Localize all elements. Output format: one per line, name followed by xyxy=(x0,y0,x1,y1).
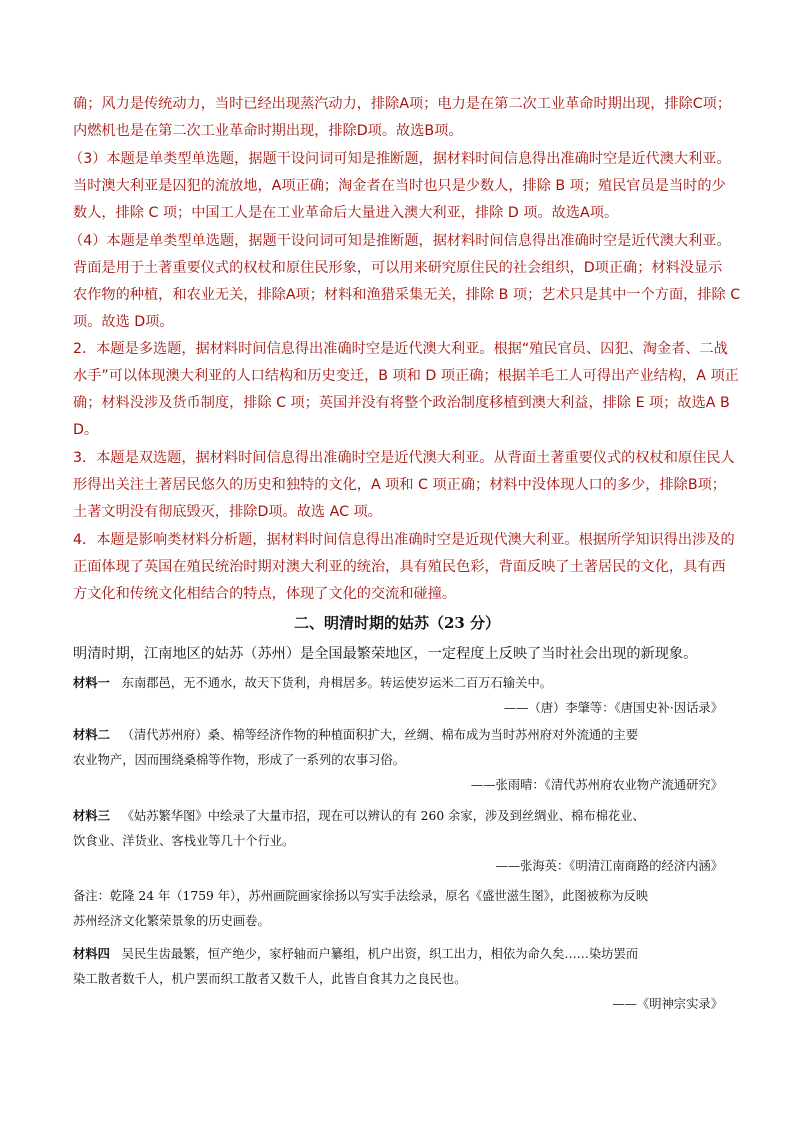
material-text: 吴民生齿最繁，恒产绝少，家杼轴而户纂组，机户出资，织工出力，相依为命久矣……染坊罢而 xyxy=(121,947,639,961)
material-source: ——《明神宗实录》 xyxy=(612,997,723,1011)
text-line: D。 xyxy=(73,422,99,438)
material-label: 材料二 xyxy=(73,727,110,742)
answer-question-4 xyxy=(73,527,735,608)
material-source: ——（唐）李肇等：《唐国史补·因话录》 xyxy=(503,701,723,715)
text-line: （3）本题是单类型单选题，据题干设问词可知是推断题，据材料时间信息得出准确时空是近代澳大利亚。 xyxy=(69,151,731,167)
text-line: 形得出关注土著居民悠久的历史和独特的文化，A 项和 C 项正确；材料中没体现人口的多少，排除B项； xyxy=(73,477,726,493)
material-4 xyxy=(73,941,723,1017)
material-3-note xyxy=(73,884,723,934)
text-line: 2．本题是多选题，据材料时间信息得出准确时空是近代澳大利亚。根据“殖民官员、囚犯、淘金者、二战 xyxy=(73,341,728,357)
text-line: 内燃机也是在第二次工业革命时期出现，排除D项。故选B项。 xyxy=(73,123,463,139)
text-line: 正面体现了英国在殖民统治时期对澳大利亚的统治，具有殖民色彩，背面反映了土著居民的文化，具有西 xyxy=(73,559,726,575)
text-line: 3．本题是双选题，据材料时间信息得出准确时空是近代澳大利亚。从背面土著重要仪式的权杖和原住民人 xyxy=(73,450,735,466)
material-source: ——张海英：《明清江南商路的经济内涵》 xyxy=(495,859,723,873)
text-line: 数人，排除 C 项；中国工人是在工业革命后大量进入澳大利亚，排除 D 项。故选A项。 xyxy=(73,205,619,221)
answer-question-2 xyxy=(73,336,739,444)
material-source: ——张雨晴：《清代苏州府农业物产流通研究》 xyxy=(470,778,723,792)
note-text: 备注：乾隆 24 年（1759 年），苏州画院画家徐扬以写实手法绘录，原名《盛世滋生图》，此图被称为反映 xyxy=(73,889,649,903)
material-label: 材料一 xyxy=(73,675,110,690)
note-text: 苏州经济文化繁荣景象的历史画卷。 xyxy=(73,914,270,928)
material-text: 饮食业、洋货业、客栈业等几十个行业。 xyxy=(73,834,295,848)
text-line: 确；材料没涉及货币制度，排除 C 项；英国并没有将整个政治制度移植到澳大利益，排除 E 项；故选A B xyxy=(73,395,730,411)
material-label: 材料三 xyxy=(73,808,110,823)
material-1 xyxy=(73,670,723,721)
material-3 xyxy=(73,803,723,879)
section-intro: 明清时期，江南地区的姑苏（苏州）是全国最繁荣地区，一定程度上反映了当时社会出现的新现象。 xyxy=(73,646,698,662)
answer-paragraph-1 xyxy=(73,91,732,145)
material-text: （清代苏州府）桑、棉等经济作物的种植面积扩大，丝绸、棉布成为当时苏州府对外流通的主要 xyxy=(121,728,639,742)
text-line: 4．本题是影响类材料分析题，据材料时间信息得出准确时空是近现代澳大利亚。根据所学知识得出涉及的 xyxy=(73,532,735,548)
text-line: 项。故选 D项。 xyxy=(73,314,174,330)
text-line: 方文化和传统文化相结合的特点，体现了文化的交流和碰撞。 xyxy=(73,586,457,602)
text-line: 水手”可以体现澳大利亚的人口结构和历史变迁，B 项和 D 项正确；根据羊毛工人可得出产业结构，A 项正 xyxy=(73,368,739,384)
answer-paragraph-4 xyxy=(69,228,741,336)
text-line: 背面是用于土著重要仪式的权杖和原住民形象，可以用来研究原住民的社会组织，D项正确；材料没显示 xyxy=(73,260,723,276)
material-text: 东南郡邑，无不通水，故天下货利，舟楫居多。转运使岁运米二百万石输关中。 xyxy=(121,676,553,690)
material-label: 材料四 xyxy=(73,946,110,961)
text-line: （4）本题是单类型单选题，据题干设问词可知是推断题，据材料时间信息得出准确时空是近代澳大利亚。 xyxy=(69,233,731,249)
text-line: 农作物的种植，和农业无关，排除A项；材料和渔猎采集无关，排除 B 项；艺术只是其中一个方面，排除 C xyxy=(73,287,741,303)
material-text: 农业物产，因而围绕桑棉等作物，形成了一系列的农事习俗。 xyxy=(73,753,406,767)
answer-question-3 xyxy=(73,445,735,526)
material-2 xyxy=(73,722,723,798)
section-heading: 二、明清时期的姑苏（23 分） xyxy=(293,614,501,632)
material-text: 染工散者数千人，机户罢而织工散者又数千人，此皆自食其力之良民也。 xyxy=(73,972,467,986)
material-text: 《姑苏繁华图》中绘录了大量市招，现在可以辨认的有 260 余家，涉及到丝绸业、棉布棉花业、 xyxy=(121,809,645,823)
text-line: 当时澳大利亚是囚犯的流放地，A项正确；淘金者在当时也只是少数人，排除 B 项；殖民官员是当时的少 xyxy=(73,178,726,194)
answer-paragraph-3 xyxy=(69,146,731,227)
text-line: 确；风力是传统动力，当时已经出现蒸汽动力，排除A项；电力是在第二次工业革命时期出现，排除C项； xyxy=(73,96,732,112)
text-line: 土著文明没有彻底毁灭，排除D项。故选 AC 项。 xyxy=(73,504,382,520)
